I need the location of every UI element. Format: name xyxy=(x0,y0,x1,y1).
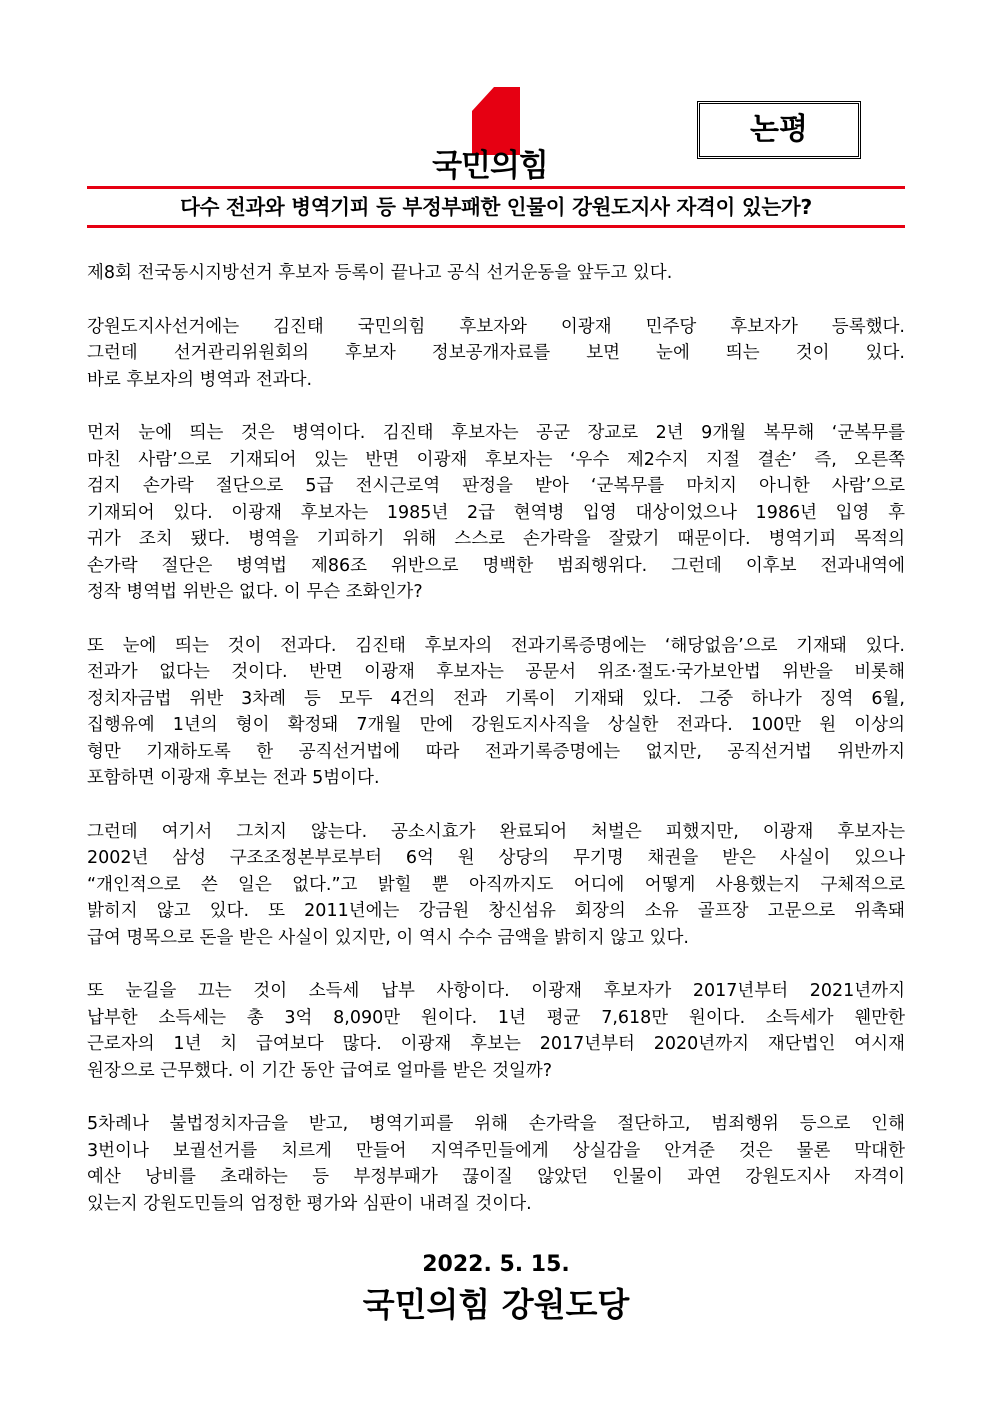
publish-date: 2022. 5. 15. xyxy=(422,1252,570,1277)
headline-rule-top xyxy=(87,186,905,189)
organization-name: 국민의힘 강원도당 xyxy=(362,1285,630,1324)
paragraph-line: 예산 낭비를 초래하는 등 부정부패가 끊이질 않았던 인물이 과연 강원도지사 자격이 xyxy=(87,1167,905,1187)
paragraph xyxy=(87,420,905,606)
paragraph-line: 근로자의 1년 치 급여보다 많다. 이광재 후보는 2017년부터 2020년까지 재단법인 여시재 xyxy=(87,1034,905,1054)
headline: 다수 전과와 병역기피 등 부정부패한 인물이 강원도지사 자격이 있는가? xyxy=(180,195,812,219)
document-type-badge: 논평 xyxy=(697,101,861,159)
paragraph-line: 바로 후보자의 병역과 전과다. xyxy=(87,369,313,390)
paragraph-line: 손가락 절단은 병역법 제86조 위반으로 명백한 범죄행위다. 그런데 이후보 전과내역에 xyxy=(87,555,905,576)
article-body xyxy=(87,260,905,1244)
paragraph-line: 납부한 소득세는 총 3억 8,090만 원이다. 1년 평균 7,618만 원이다. 소득세가 웬만한 xyxy=(87,1007,905,1028)
paragraph-line: 집행유예 1년의 형이 확정돼 7개월 만에 강원도지사직을 상실한 전과다. 100만 원 이상의 xyxy=(87,715,905,735)
paragraph-line: 3번이나 보궐선거를 치르게 만들어 지역주민들에게 상실감을 안겨준 것은 물론 막대한 xyxy=(87,1140,905,1161)
paragraph-line: 포함하면 이광재 후보는 전과 5범이다. xyxy=(87,768,380,788)
paragraph-line: 또 눈길을 끄는 것이 소득세 납부 사항이다. 이광재 후보자가 2017년부터 2021년까지 xyxy=(87,981,905,1001)
headline-bar xyxy=(87,186,905,230)
paragraph xyxy=(87,314,905,394)
paragraph-line: 마친 사람’으로 기재되어 있는 반면 이광재 후보자는 ‘우수 제2수지 지절 결손’ 즉, 오른쪽 xyxy=(87,449,905,470)
paragraph-line: 강원도지사선거에는 김진태 국민의힘 후보자와 이광재 민주당 후보자가 등록했다. xyxy=(87,316,905,337)
paragraph-line: “개인적으로 쓴 일은 없다.”고 밝힐 뿐 아직까지도 어디에 어떻게 사용했는지 구체적으로 xyxy=(87,874,905,895)
paragraph-line: 있는지 강원도민들의 엄정한 평가와 심판이 내려질 것이다. xyxy=(87,1193,532,1214)
paragraph-line: 먼저 눈에 띄는 것은 병역이다. 김진태 후보자는 공군 장교로 2년 9개월 복무해 ‘군복무를 xyxy=(87,423,905,443)
paragraph-line: 형만 기재하도록 한 공직선거법에 따라 전과기록증명에는 없지만, 공직선거법 위반까지 xyxy=(87,741,905,762)
paragraph xyxy=(87,633,905,792)
paragraph-line: 귀가 조치 됐다. 병역을 기피하기 위해 스스로 손가락을 잘랐기 때문이다. 병역기피 목적의 xyxy=(87,529,905,549)
paragraph-line: 5차례나 불법정치자금을 받고, 병역기피를 위해 손가락을 절단하고, 범죄행위 등으로 인해 xyxy=(87,1114,905,1134)
paragraph-line: 그런데 여기서 그치지 않는다. 공소시효가 완료되어 처벌은 피했지만, 이광재 후보자는 xyxy=(87,821,905,842)
paragraph xyxy=(87,978,905,1084)
paragraph-line: 원장으로 근무했다. 이 기간 동안 급여로 얼마를 받은 것일까? xyxy=(87,1060,553,1081)
paragraph-line: 밝히지 않고 있다. 또 2011년에는 강금원 창신섬유 회장의 소유 골프장 고문으로 위촉돼 xyxy=(87,901,905,921)
paragraph-line: 급여 명목으로 돈을 받은 사실이 있지만, 이 역시 수수 금액을 밝히지 않고 있다. xyxy=(87,927,689,948)
paragraph-line: 또 눈에 띄는 것이 전과다. 김진태 후보자의 전과기록증명에는 ‘해당없음’으로 기재돼 있다. xyxy=(87,635,905,656)
logo-text: 국민의힘 xyxy=(432,148,548,184)
paragraph-line: 검지 손가락 절단으로 5급 전시근로역 판정을 받아 ‘군복무를 마치지 아니한 사람’으로 xyxy=(87,476,905,496)
party-logo xyxy=(420,85,560,185)
paragraph xyxy=(87,819,905,952)
paragraph-line: 기재되어 있다. 이광재 후보자는 1985년 2급 현역병 입영 대상이었으나 1986년 입영 후 xyxy=(87,502,905,523)
party-logo-icon xyxy=(472,87,520,155)
paragraph-line: 그런데 선거관리위원회의 후보자 정보공개자료를 보면 눈에 띄는 것이 있다. xyxy=(87,343,905,363)
paragraph-line: 정치자금법 위반 3차례 등 모두 4건의 전과 기록이 기재돼 있다. 그중 하나가 징역 6월, xyxy=(87,688,905,709)
paragraph xyxy=(87,1111,905,1217)
paragraph-line: 정작 병역법 위반은 없다. 이 무슨 조화인가? xyxy=(87,582,423,602)
paragraph-line: 제8회 전국동시지방선거 후보자 등록이 끝나고 공식 선거운동을 앞두고 있다. xyxy=(87,263,673,283)
headline-rule-bottom xyxy=(87,225,905,228)
paragraph-line: 2002년 삼성 구조조정본부로부터 6억 원 상당의 무기명 채권을 받은 사실이 있으나 xyxy=(87,848,905,868)
paragraph-line: 전과가 없다는 것이다. 반면 이광재 후보자는 공문서 위조·절도·국가보안법 위반을 비롯해 xyxy=(87,662,905,682)
paragraph xyxy=(87,260,905,287)
